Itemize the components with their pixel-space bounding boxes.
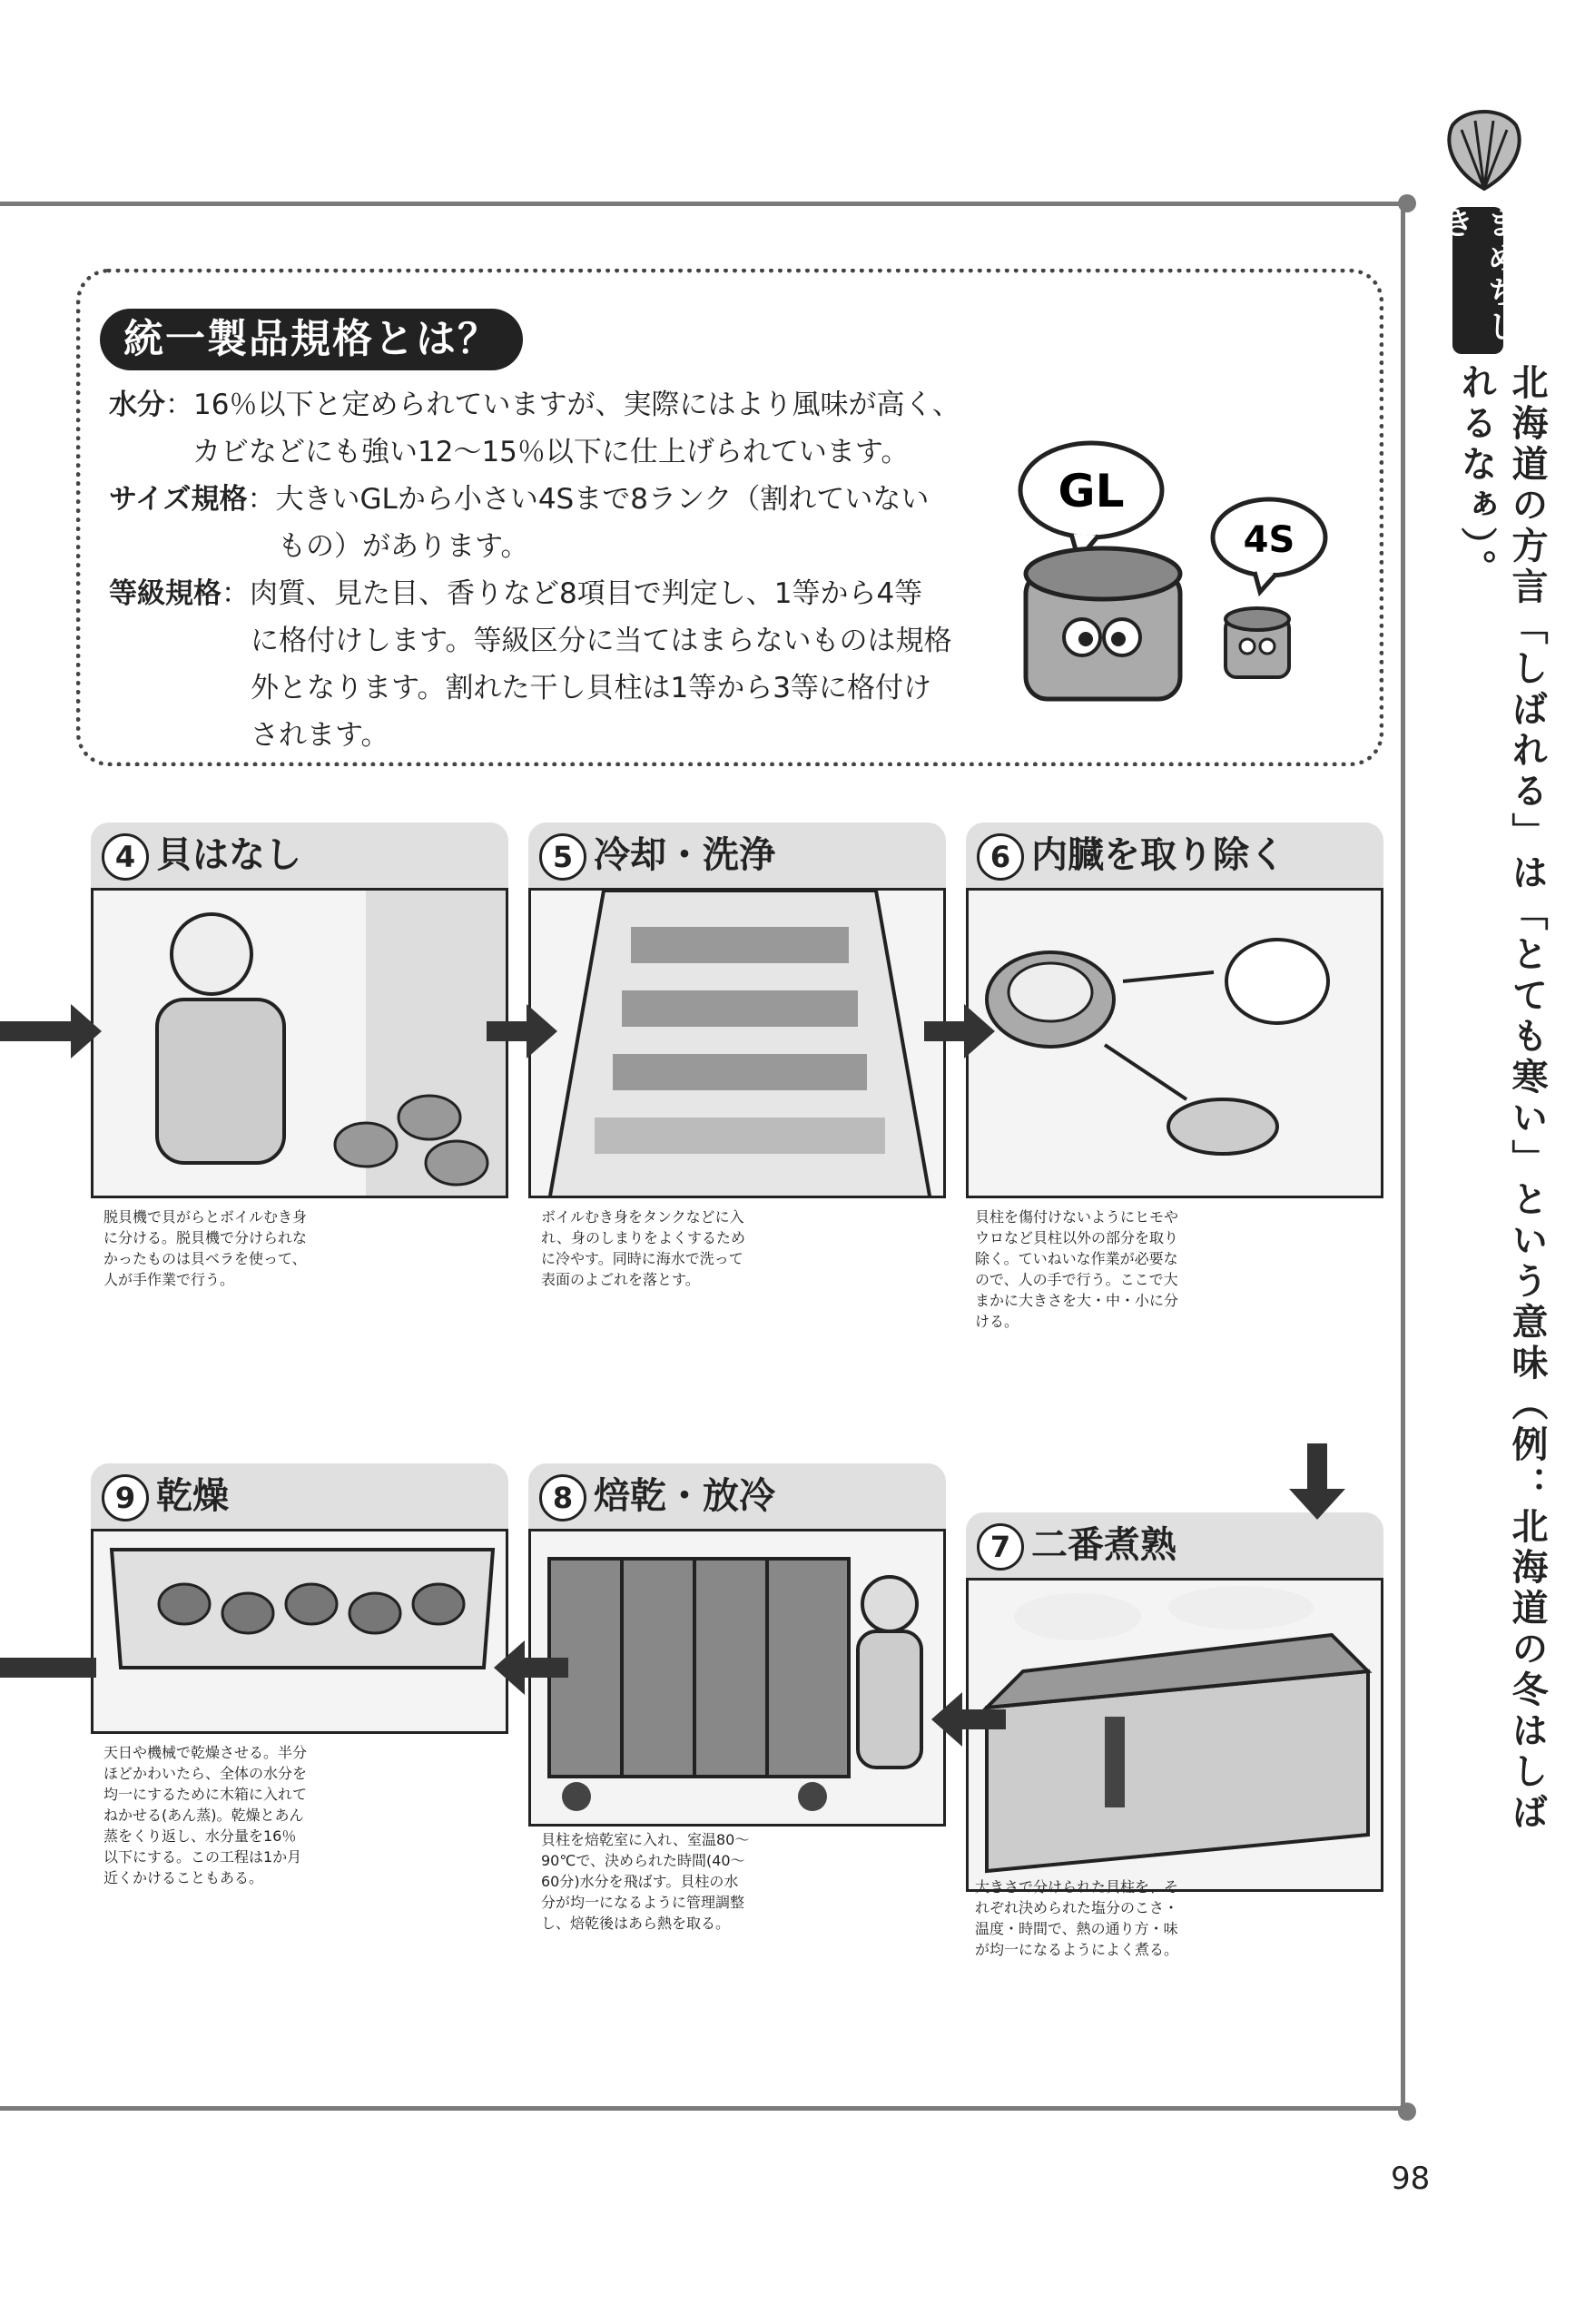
step-title: 焙乾・放冷 (594, 1475, 775, 1517)
desc-line: 貝柱を傷付けないようにヒモや (975, 1208, 1179, 1226)
info-label: サイズ規格 (109, 483, 248, 516)
arrow-left-icon (0, 1658, 96, 1678)
info-label: 水分 (109, 389, 165, 421)
step-title: 乾燥 (156, 1475, 229, 1517)
sidebar-label: まめちしき (1452, 207, 1503, 354)
step-number: 7 (977, 1523, 1024, 1571)
info-text: ：大きいGLから小さい4Sまで8ランク（割れていない (247, 483, 930, 516)
desc-line: 分が均一になるように管理調整 (541, 1894, 745, 1911)
desc-line: まかに大きさを大・中・小に分 (975, 1292, 1179, 1309)
gl-label: GL (1058, 465, 1125, 517)
arrow-right-icon (924, 1004, 995, 1059)
info-text: カビなどにも強い12～15％以下に仕上げられています。 (192, 436, 910, 468)
arrow-left-icon (931, 1692, 1006, 1747)
desc-line: に冷やす。同時に海水で洗って (541, 1250, 743, 1267)
info-text: ：肉質、見た目、香りなど8項目で判定し、1等から4等 (222, 577, 923, 610)
desc-line: ける。 (975, 1313, 1019, 1330)
desc-line: ボイルむき身をタンクなどに入 (541, 1208, 744, 1226)
desc-line: 温度・時間で、熱の通り方・味 (975, 1920, 1178, 1937)
desc-line: れ、身のしまりをよくするため (541, 1229, 745, 1246)
step-title: 二番煮熟 (1031, 1524, 1176, 1566)
step-number: 8 (539, 1474, 586, 1521)
page-number: 98 (1391, 2161, 1431, 2197)
info-text: に格付けします。等級区分に当てはまらないものは規格 (251, 625, 952, 657)
desc-line: 蒸をくり返し、水分量を16％ (103, 1827, 297, 1845)
desc-line: かったものは貝ベラを使って、 (103, 1250, 307, 1267)
desc-line: 近くかけることもある。 (103, 1869, 264, 1886)
info-label: 等級規格 (109, 577, 222, 610)
desc-line: 天日や機械で乾燥させる。半分 (103, 1744, 308, 1761)
arrow-right-icon (487, 1004, 557, 1059)
desc-line: に分ける。脱貝機で分けられな (103, 1229, 308, 1246)
desc-line: 大きさで分けられた貝柱を、そ (975, 1878, 1179, 1896)
desc-line: ので、人の手で行う。ここで大 (975, 1271, 1178, 1288)
desc-line: 貝柱を焙乾室に入れ、室温80～ (541, 1831, 750, 1848)
step-title: 内臓を取り除く (1031, 834, 1285, 876)
desc-line: 以下にする。この工程は1か月 (103, 1848, 302, 1866)
4s-label: 4S (1243, 519, 1295, 561)
desc-line: 均一にするために木箱に入れて (103, 1786, 308, 1803)
desc-line: し、焙乾後はあら熱を取る。 (541, 1915, 731, 1932)
step-title: 貝はなし (156, 834, 301, 876)
desc-line: が均一になるようによく煮る。 (975, 1941, 1179, 1958)
desc-line: 除く。ていねいな作業が必要な (975, 1250, 1178, 1267)
info-title: 統一製品規格とは？ (100, 309, 523, 370)
step-title: 冷却・洗浄 (594, 834, 775, 876)
arrow-down-icon (1289, 1443, 1345, 1520)
info-text: ：16％以下と定められていますが、実際にはより風味が高く、 (165, 389, 960, 421)
info-text: されます。 (251, 719, 389, 752)
desc-line: 人が手作業で行う。 (103, 1271, 235, 1288)
desc-line: 90℃で、決められた時間(40～ (541, 1852, 745, 1869)
step-number: 4 (102, 833, 149, 881)
info-text: 外となります。割れた干し貝柱は1等から3等に格付け (251, 672, 931, 704)
step-number: 6 (977, 833, 1024, 881)
step-number: 9 (102, 1474, 149, 1521)
sidebar-text: 北海道の方言「しばれる」は「とても寒い」という意味（例：北海道の冬はしばれるなぁ）。 (1455, 363, 1548, 1834)
scallop-shell-icon (1443, 107, 1525, 198)
desc-line: ウロなど貝柱以外の部分を取り (975, 1229, 1179, 1246)
info-text: もの）があります。 (278, 530, 529, 563)
desc-line: 60分)水分を飛ばす。貝柱の水 (541, 1873, 739, 1890)
desc-line: ねかせる(あん蒸)。乾燥とあん (103, 1807, 304, 1824)
desc-line: 表面のよごれを落とす。 (541, 1271, 700, 1288)
desc-line: 脱貝機で貝がらとボイルむき身 (103, 1208, 308, 1226)
arrow-right-icon (0, 1004, 102, 1059)
desc-line: ほどかわいたら、全体の水分を (103, 1765, 308, 1782)
arrow-left-icon (494, 1640, 568, 1695)
desc-line: れぞれ決められた塩分のこさ・ (975, 1899, 1179, 1916)
step-number: 5 (539, 833, 586, 881)
